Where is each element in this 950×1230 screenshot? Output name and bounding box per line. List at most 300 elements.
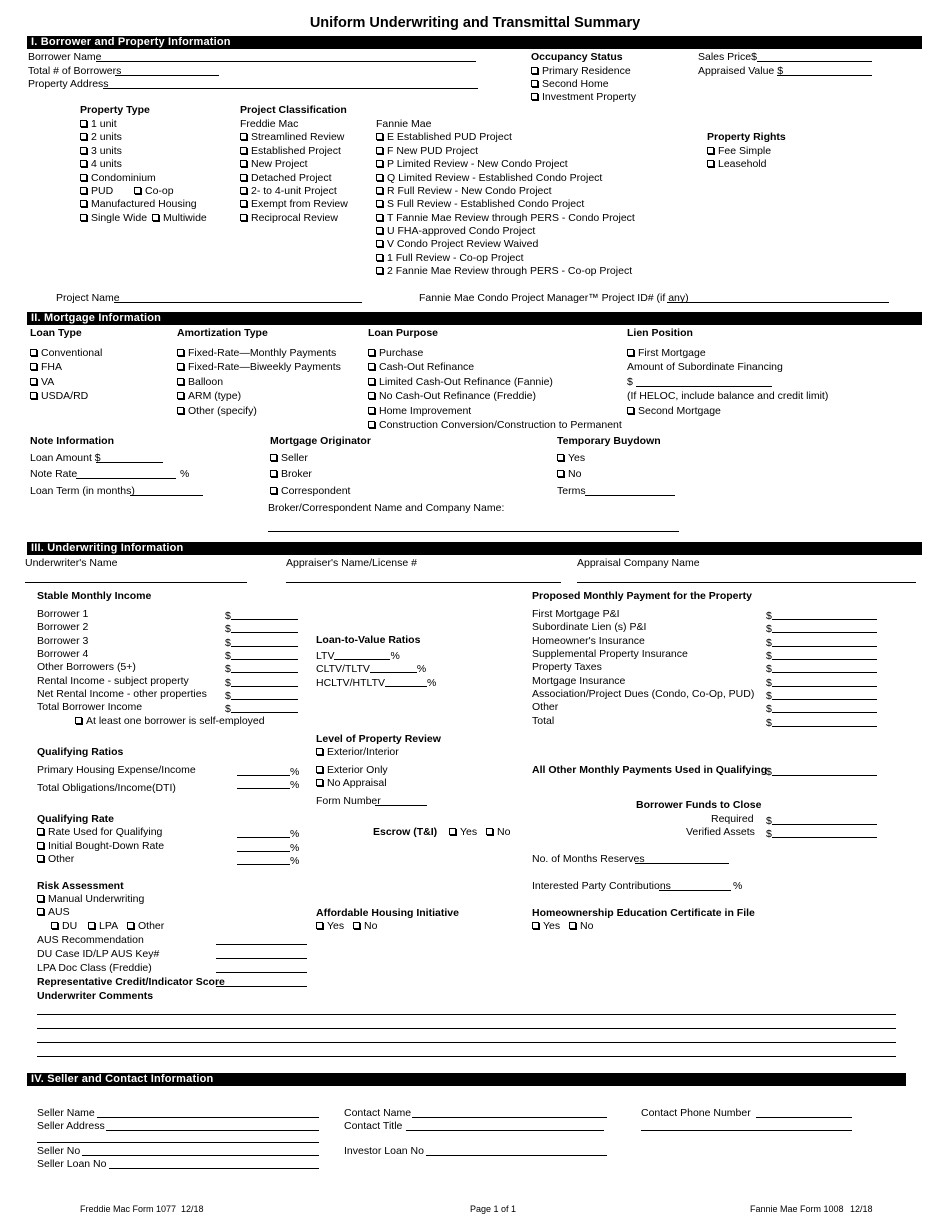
checkbox-icon — [152, 214, 159, 221]
stable-income-title: Stable Monthly Income — [37, 590, 152, 602]
income-label: Borrower 4 — [37, 648, 89, 660]
checkbox-icon — [368, 407, 375, 414]
payment-label: Total — [532, 715, 555, 727]
contact-name-field[interactable] — [412, 1117, 607, 1118]
affordable-no-checkbox[interactable]: No — [353, 920, 377, 932]
fannie-item-e[interactable]: E Established PUD Project — [376, 131, 512, 143]
total-borrowers-label: Total # of Borrowers — [28, 65, 122, 77]
homeownership-yes-checkbox[interactable]: Yes — [532, 920, 560, 932]
reserves-label: No. of Months Reserves — [532, 853, 645, 865]
checkbox-icon — [37, 908, 44, 915]
hcltv-field[interactable]: HCLTV/HTLTV % — [316, 677, 437, 689]
income-label: Borrower 1 — [37, 608, 89, 620]
underwriter-name-label: Underwriter's Name — [25, 557, 118, 569]
project-class-title: Project Classification — [240, 104, 347, 116]
payment-label: Supplemental Property Insurance — [532, 648, 688, 660]
rights-fee-simple[interactable]: Fee Simple — [707, 145, 771, 157]
comments-line[interactable] — [37, 1028, 896, 1029]
section-1-header: I. Borrower and Property Information — [27, 36, 922, 49]
credit-score-label: Representative Credit/Indicator Score — [37, 976, 225, 988]
income-field[interactable]: $ — [225, 688, 298, 702]
property-address-label: Property Address — [28, 78, 109, 90]
checkbox-icon — [80, 160, 87, 167]
originator-seller[interactable]: Seller — [270, 452, 308, 464]
checkbox-icon — [376, 160, 383, 167]
note-rate-field[interactable] — [76, 478, 176, 479]
property-type-condominium[interactable]: Condominium — [80, 172, 156, 184]
manual-underwriting-checkbox[interactable]: Manual Underwriting — [37, 893, 144, 905]
checkbox-icon — [30, 378, 37, 385]
checkbox-icon — [532, 922, 539, 929]
qualifying-ratios-title: Qualifying Ratios — [37, 746, 124, 758]
checkbox-icon — [376, 227, 383, 234]
checkbox-icon — [37, 828, 44, 835]
funds-required-label: Required — [711, 813, 754, 825]
property-type-2-units[interactable]: 2 units — [80, 131, 122, 143]
terms-field[interactable] — [585, 495, 675, 496]
aus-other-checkbox[interactable]: Other — [127, 920, 164, 932]
appraised-value-label: Appraised Value $ — [698, 65, 784, 77]
ratio-label: Total Obligations/Income(DTI) — [37, 782, 176, 794]
seller-address-label: Seller Address — [37, 1120, 105, 1132]
occupancy-primary-checkbox[interactable]: Primary Residence — [531, 65, 631, 77]
purpose-purchase[interactable]: Purchase — [368, 347, 423, 359]
subordinate-financing-label: Amount of Subordinate Financing — [627, 361, 783, 373]
credit-score-field[interactable] — [216, 986, 307, 987]
freddie-reciprocal[interactable]: Reciprocal Review — [240, 212, 338, 224]
property-type-manufactured[interactable]: Manufactured Housing — [80, 198, 197, 210]
lpa-doc-field[interactable] — [216, 972, 307, 973]
income-label: Rental Income - subject property — [37, 675, 189, 687]
subordinate-dollar-label: $ — [627, 376, 633, 388]
buydown-yes[interactable]: Yes — [557, 452, 585, 464]
originator-title: Mortgage Originator — [270, 435, 371, 447]
checkbox-icon — [368, 349, 375, 356]
payment-field[interactable]: $ — [766, 635, 877, 649]
section-3-header: III. Underwriting Information — [27, 542, 922, 555]
project-name-label: Project Name — [56, 292, 120, 304]
freddie-2-4-unit[interactable]: 2- to 4-unit Project — [240, 185, 337, 197]
checkbox-icon — [37, 855, 44, 862]
property-type-single-wide[interactable]: Single Wide — [80, 212, 147, 224]
fannie-item-s[interactable]: S Full Review - Established Condo Project — [376, 198, 584, 210]
occupancy-title: Occupancy Status — [531, 51, 623, 63]
payment-label: Other — [532, 701, 559, 713]
purpose-limited-cash-out[interactable]: Limited Cash-Out Refinance (Fannie) — [368, 376, 553, 388]
checkbox-icon — [557, 470, 564, 477]
property-type-pud[interactable]: PUD — [80, 185, 113, 197]
checkbox-icon — [316, 922, 323, 929]
purpose-construction[interactable]: Construction Conversion/Construction to Permanent — [368, 419, 622, 431]
checkbox-icon — [449, 828, 456, 835]
broker-name-label: Broker/Correspondent Name and Company Name: — [268, 502, 505, 514]
checkbox-icon — [486, 828, 493, 835]
income-label: Net Rental Income - other properties — [37, 688, 207, 700]
funds-to-close-title: Borrower Funds to Close — [636, 799, 762, 811]
appraiser-field[interactable] — [286, 582, 561, 583]
amort-balloon[interactable]: Balloon — [177, 376, 223, 388]
income-label: Total Borrower Income — [37, 701, 143, 713]
checkbox-icon — [240, 174, 247, 181]
income-field[interactable]: $ — [225, 648, 298, 662]
checkbox-icon — [270, 454, 277, 461]
self-employed-checkbox[interactable]: At least one borrower is self-employed — [75, 715, 265, 727]
purpose-cash-out[interactable]: Cash-Out Refinance — [368, 361, 474, 373]
occupancy-second-home-checkbox[interactable]: Second Home — [531, 78, 609, 90]
checkbox-icon — [376, 147, 383, 154]
income-field[interactable]: $ — [225, 701, 298, 715]
seller-name-label: Seller Name — [37, 1107, 95, 1119]
checkbox-icon — [177, 349, 184, 356]
interested-party-label: Interested Party Contributions — [532, 880, 671, 892]
loan-type-fha[interactable]: FHA — [30, 361, 62, 373]
total-borrowers-field[interactable] — [115, 75, 219, 76]
reserves-field[interactable] — [635, 863, 729, 864]
property-type-4-units[interactable]: 4 units — [80, 158, 122, 170]
loan-purpose-title: Loan Purpose — [368, 327, 439, 339]
interested-party-field[interactable] — [659, 890, 731, 891]
checkbox-icon — [240, 200, 247, 207]
checkbox-icon — [368, 421, 375, 428]
purpose-home-improvement[interactable]: Home Improvement — [368, 405, 471, 417]
section-2-header: II. Mortgage Information — [27, 312, 922, 325]
footer-freddie-form: Freddie Mac Form 1077 — [80, 1204, 177, 1214]
seller-name-field[interactable] — [97, 1117, 319, 1118]
comments-line[interactable] — [37, 1042, 896, 1043]
loan-amount-label: Loan Amount $ — [30, 452, 101, 464]
property-type-multiwide[interactable]: Multiwide — [152, 212, 207, 224]
project-name-field[interactable] — [114, 302, 362, 303]
seller-address-field-2[interactable] — [37, 1142, 319, 1143]
payment-field[interactable]: $ — [766, 688, 877, 702]
payment-label: Property Taxes — [532, 661, 602, 673]
loan-type-conventional[interactable]: Conventional — [30, 347, 102, 359]
investor-loan-label: Investor Loan No — [344, 1145, 424, 1157]
loan-amount-field[interactable] — [96, 462, 163, 463]
checkbox-icon — [80, 174, 87, 181]
note-info-title: Note Information — [30, 435, 114, 447]
payment-label: Subordinate Lien (s) P&I — [532, 621, 647, 633]
originator-broker[interactable]: Broker — [270, 468, 312, 480]
underwriter-name-field[interactable] — [25, 582, 247, 583]
checkbox-icon — [51, 922, 58, 929]
interested-party-pct: % — [733, 880, 743, 892]
checkbox-icon — [134, 187, 141, 194]
lpa-doc-label: LPA Doc Class (Freddie) — [37, 962, 152, 974]
checkbox-icon — [368, 363, 375, 370]
amort-fixed-monthly[interactable]: Fixed-Rate—Monthly Payments — [177, 347, 336, 359]
payment-field[interactable]: $ — [766, 701, 877, 715]
escrow-yes-checkbox[interactable]: Yes — [449, 826, 477, 838]
income-label: Borrower 3 — [37, 635, 89, 647]
loan-type-title: Loan Type — [30, 327, 82, 339]
footer-freddie-date: 12/18 — [181, 1204, 204, 1214]
checkbox-icon — [376, 187, 383, 194]
property-type-coop[interactable]: Co-op — [134, 185, 174, 197]
note-rate-pct: % — [180, 468, 190, 480]
verified-assets-label: Verified Assets — [686, 826, 755, 838]
other-payments-label: All Other Monthly Payments Used in Qualifying — [532, 764, 768, 776]
checkbox-icon — [127, 922, 134, 929]
rate-field[interactable]: % — [237, 853, 299, 867]
sales-price-label: Sales Price$ — [698, 51, 757, 63]
checkbox-icon — [270, 470, 277, 477]
du-checkbox[interactable]: DU — [51, 920, 77, 932]
checkbox-icon — [240, 133, 247, 140]
fannie-item-2[interactable]: 2 Fannie Mae Review through PERS - Co-op Project — [376, 265, 632, 277]
fannie-item-u[interactable]: U FHA-approved Condo Project — [376, 225, 535, 237]
amortization-title: Amortization Type — [177, 327, 268, 339]
lien-position-title: Lien Position — [627, 327, 693, 339]
occupancy-investment-checkbox[interactable]: Investment Property — [531, 91, 636, 103]
section-4-header: IV. Seller and Contact Information — [27, 1073, 906, 1086]
checkbox-icon — [557, 454, 564, 461]
rate-field[interactable]: % — [237, 840, 299, 854]
checkbox-icon — [240, 214, 247, 221]
fannie-item-t[interactable]: T Fannie Mae Review through PERS - Condo Project — [376, 212, 635, 224]
checkbox-icon — [353, 922, 360, 929]
rate-bought-down-checkbox[interactable]: Initial Bought-Down Rate — [37, 840, 164, 852]
freddie-streamlined[interactable]: Streamlined Review — [240, 131, 344, 143]
appraisal-company-label: Appraisal Company Name — [577, 557, 700, 569]
checkbox-icon — [376, 133, 383, 140]
checkbox-icon — [75, 717, 82, 724]
cltv-field[interactable]: CLTV/TLTV % — [316, 663, 427, 675]
amort-arm[interactable]: ARM (type) — [177, 390, 241, 402]
fannie-item-f[interactable]: F New PUD Project — [376, 145, 478, 157]
funds-required-field[interactable]: $ — [766, 813, 877, 827]
payment-field[interactable]: $ — [766, 675, 877, 689]
contact-title-field[interactable] — [406, 1130, 604, 1131]
payment-label: Mortgage Insurance — [532, 675, 626, 687]
contact-phone-label: Contact Phone Number — [641, 1107, 751, 1119]
checkbox-icon — [376, 214, 383, 221]
contact-phone-field[interactable] — [756, 1117, 852, 1118]
checkbox-icon — [376, 240, 383, 247]
income-field[interactable]: $ — [225, 635, 298, 649]
payment-field[interactable]: $ — [766, 608, 877, 622]
aus-recommendation-field[interactable] — [216, 944, 307, 945]
footer-fannie-form: Fannie Mae Form 1008 — [750, 1204, 844, 1214]
checkbox-icon — [37, 842, 44, 849]
borrower-name-field[interactable] — [96, 61, 476, 62]
payment-field[interactable]: $ — [766, 621, 877, 635]
checkbox-icon — [240, 160, 247, 167]
rate-used-checkbox[interactable]: Rate Used for Qualifying — [37, 826, 162, 838]
affordable-yes-checkbox[interactable]: Yes — [316, 920, 344, 932]
income-label: Borrower 2 — [37, 621, 89, 633]
income-field[interactable]: $ — [225, 675, 298, 689]
loan-term-field[interactable] — [130, 495, 203, 496]
condo-manager-label: Fannie Mae Condo Project Manager™ Project ID# (if any) — [419, 292, 689, 304]
fannie-item-1[interactable]: 1 Full Review - Co-op Project — [376, 252, 524, 264]
aus-recommendation-label: AUS Recommendation — [37, 934, 144, 946]
homeownership-no-checkbox[interactable]: No — [569, 920, 593, 932]
du-case-field[interactable] — [216, 958, 307, 959]
homeownership-title: Homeownership Education Certificate in File — [532, 907, 755, 919]
fannie-item-r[interactable]: R Full Review - New Condo Project — [376, 185, 552, 197]
seller-no-field[interactable] — [82, 1155, 319, 1156]
checkbox-icon — [376, 174, 383, 181]
checkbox-icon — [177, 392, 184, 399]
purpose-no-cash-out[interactable]: No Cash-Out Refinance (Freddie) — [368, 390, 536, 402]
risk-assessment-title: Risk Assessment — [37, 880, 124, 892]
sales-price-field[interactable] — [757, 61, 872, 62]
comments-line[interactable] — [37, 1014, 896, 1015]
payment-field[interactable]: $ — [766, 715, 877, 729]
ratio-field[interactable]: % — [237, 764, 299, 778]
buydown-no[interactable]: No — [557, 468, 581, 480]
condo-manager-field[interactable] — [667, 302, 889, 303]
checkbox-icon — [177, 363, 184, 370]
freddie-detached[interactable]: Detached Project — [240, 172, 332, 184]
checkbox-icon — [376, 200, 383, 207]
amort-fixed-biweekly[interactable]: Fixed-Rate—Biweekly Payments — [177, 361, 341, 373]
payment-label: First Mortgage P&I — [532, 608, 620, 620]
qualifying-rate-title: Qualifying Rate — [37, 813, 115, 825]
checkbox-icon — [37, 895, 44, 902]
checkbox-icon — [30, 363, 37, 370]
subordinate-financing-field[interactable] — [636, 386, 772, 387]
income-field[interactable]: $ — [225, 608, 298, 622]
checkbox-icon — [80, 214, 87, 221]
checkbox-icon — [80, 133, 87, 140]
payment-field[interactable]: $ — [766, 661, 877, 675]
lpa-checkbox[interactable]: LPA — [88, 920, 118, 932]
appraisal-company-field[interactable] — [577, 582, 916, 583]
seller-address-field[interactable] — [106, 1130, 319, 1131]
rate-other-checkbox[interactable]: Other — [37, 853, 74, 865]
contact-phone-field-2[interactable] — [641, 1130, 852, 1131]
checkbox-icon — [316, 748, 323, 755]
checkbox-icon — [80, 200, 87, 207]
checkbox-icon — [627, 349, 634, 356]
amort-other[interactable]: Other (specify) — [177, 405, 257, 417]
checkbox-icon — [627, 407, 634, 414]
seller-no-label: Seller No — [37, 1145, 81, 1157]
footer-page-number: Page 1 of 1 — [470, 1204, 517, 1214]
buydown-title: Temporary Buydown — [557, 435, 661, 447]
rate-field[interactable]: % — [237, 826, 299, 840]
escrow-no-checkbox[interactable]: No — [486, 826, 510, 838]
checkbox-icon — [80, 187, 87, 194]
du-case-label: DU Case ID/LP AUS Key# — [37, 948, 160, 960]
fannie-item-v[interactable]: V Condo Project Review Waived — [376, 238, 538, 250]
checkbox-icon — [368, 378, 375, 385]
checkbox-icon — [80, 147, 87, 154]
income-field[interactable]: $ — [225, 621, 298, 635]
checkbox-icon — [316, 766, 323, 773]
payment-label: Association/Project Dues (Condo, Co-Op, PUD) — [532, 688, 755, 700]
verified-assets-field[interactable]: $ — [766, 826, 877, 840]
checkbox-icon — [316, 779, 323, 786]
property-rights-title: Property Rights — [707, 131, 786, 143]
checkbox-icon — [240, 187, 247, 194]
ratio-field[interactable]: % — [237, 777, 299, 791]
affordable-housing-title: Affordable Housing Initiative — [316, 907, 459, 919]
ltv-title: Loan-to-Value Ratios — [316, 634, 421, 646]
checkbox-icon — [80, 120, 87, 127]
checkbox-icon — [177, 378, 184, 385]
property-address-field[interactable] — [103, 88, 478, 89]
appraiser-label: Appraiser's Name/License # — [286, 557, 417, 569]
broker-name-field[interactable] — [268, 531, 679, 532]
checkbox-icon — [177, 407, 184, 414]
property-type-3-units[interactable]: 3 units — [80, 145, 122, 157]
checkbox-icon — [707, 147, 714, 154]
ltv-field[interactable]: LTV % — [316, 650, 400, 662]
appraised-value-field[interactable] — [777, 75, 872, 76]
form-number-field[interactable] — [375, 805, 427, 806]
lien-second-mortgage[interactable]: Second Mortgage — [627, 405, 721, 417]
rights-leasehold[interactable]: Leasehold — [707, 158, 766, 170]
checkbox-icon — [376, 267, 383, 274]
aus-checkbox[interactable]: AUS — [37, 906, 70, 918]
loan-type-va[interactable]: VA — [30, 376, 54, 388]
checkbox-icon — [531, 80, 538, 87]
heloc-note: (If HELOC, include balance and credit limit) — [627, 390, 829, 402]
fannie-mae-label: Fannie Mae — [376, 118, 432, 130]
loan-type-usda[interactable]: USDA/RD — [30, 390, 88, 402]
underwriter-comments-label: Underwriter Comments — [37, 990, 154, 1002]
property-type-title: Property Type — [80, 104, 150, 116]
other-payments-field[interactable]: $ — [766, 764, 877, 778]
checkbox-icon — [376, 254, 383, 261]
fannie-item-p[interactable]: P Limited Review - New Condo Project — [376, 158, 568, 170]
lien-first-mortgage[interactable]: First Mortgage — [627, 347, 706, 359]
seller-loan-no-label: Seller Loan No — [37, 1158, 107, 1170]
seller-loan-no-field[interactable] — [109, 1168, 319, 1169]
payment-label: Homeowner's Insurance — [532, 635, 645, 647]
checkbox-icon — [88, 922, 95, 929]
escrow-label: Escrow (T&I) — [373, 826, 438, 838]
form-title: Uniform Underwriting and Transmittal Summary — [309, 15, 641, 31]
checkbox-icon — [531, 93, 538, 100]
review-no-appraisal[interactable]: No Appraisal — [316, 777, 387, 789]
terms-label: Terms — [557, 485, 586, 497]
proposed-payment-title: Proposed Monthly Payment for the Property — [532, 590, 752, 602]
property-review-title: Level of Property Review — [316, 733, 441, 745]
income-field[interactable]: $ — [225, 661, 298, 675]
checkbox-icon — [368, 392, 375, 399]
footer-fannie-date: 12/18 — [850, 1204, 873, 1214]
loan-term-label: Loan Term (in months) — [30, 485, 135, 497]
payment-field[interactable]: $ — [766, 648, 877, 662]
comments-line[interactable] — [37, 1056, 896, 1057]
fannie-item-q[interactable]: Q Limited Review - Established Condo Project — [376, 172, 602, 184]
borrower-name-label: Borrower Name — [28, 51, 102, 63]
note-rate-label: Note Rate — [30, 468, 78, 480]
checkbox-icon — [30, 392, 37, 399]
contact-name-label: Contact Name — [344, 1107, 412, 1119]
review-exterior-only[interactable]: Exterior Only — [316, 764, 388, 776]
investor-loan-field[interactable] — [426, 1155, 607, 1156]
checkbox-icon — [240, 147, 247, 154]
originator-correspondent[interactable]: Correspondent — [270, 485, 350, 497]
property-type-1-unit[interactable]: 1 unit — [80, 118, 117, 130]
freddie-new-project[interactable]: New Project — [240, 158, 308, 170]
freddie-established[interactable]: Established Project — [240, 145, 341, 157]
checkbox-icon — [531, 67, 538, 74]
ratio-label: Primary Housing Expense/Income — [37, 764, 196, 776]
checkbox-icon — [30, 349, 37, 356]
income-label: Other Borrowers (5+) — [37, 661, 136, 673]
freddie-exempt[interactable]: Exempt from Review — [240, 198, 348, 210]
form-number-label: Form Number — [316, 795, 381, 807]
checkbox-icon — [707, 160, 714, 167]
review-exterior-interior[interactable]: Exterior/Interior — [316, 746, 399, 758]
checkbox-icon — [270, 487, 277, 494]
